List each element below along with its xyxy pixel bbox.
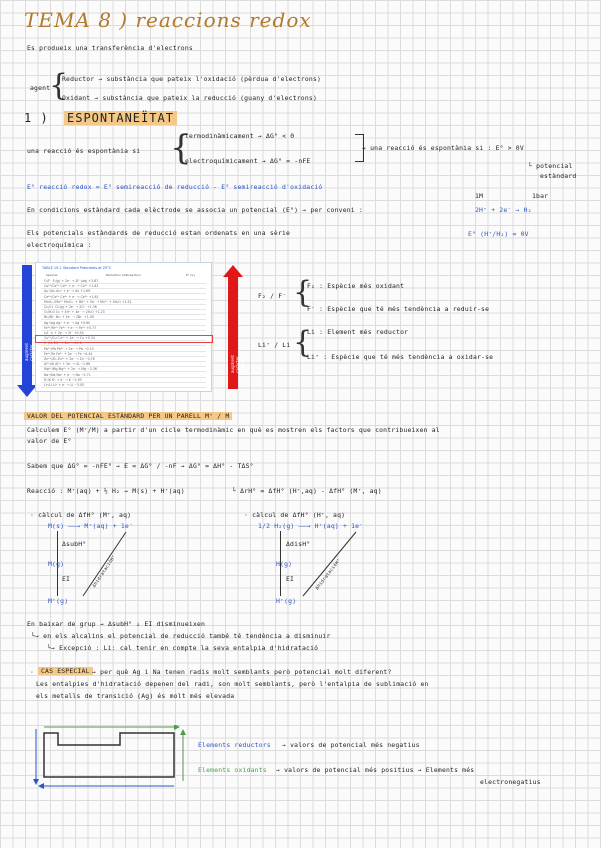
special-case-question: → per què Ag i Na tenen radis molt semblants però potencial molt diferent?: [92, 668, 392, 676]
section-number: 1 ): [24, 111, 49, 125]
left-cycle-bottom: M⁺(g): [48, 597, 69, 605]
section2-line1: Calculem E° (M⁺/M) a partir d'un cicle termodinàmic en què es mostren els factors que contribueixen al: [27, 426, 440, 434]
table-row: O₂/H₂O O₂ + 4H⁺ + 4e⁻ → 2H₂O +1.23: [44, 310, 105, 315]
spont-electro: electroquímicament → ΔG° = -nFE: [185, 157, 311, 165]
table-row: Co³⁺/Co²⁺ Co³⁺ + e⁻ → Co²⁺ +1.81: [44, 284, 99, 289]
special-case-line2: Les entalpies d'hidratació depenen del radi, son molt semblants, però l'entalpia de sublimació en: [36, 680, 429, 688]
fluor-b: F⁻ : Espècie que té més tendència a reduir-se: [307, 305, 490, 313]
left-cycle-ei: EI: [62, 575, 71, 583]
lithium-pair: Li⁺ / Li: [258, 341, 291, 349]
periodic-table-sketch: [28, 725, 193, 795]
potential-label: └ potencial: [528, 162, 573, 170]
agent-brace: {: [49, 68, 69, 103]
section-heading-spontaneity: ESPONTANEÏTAT: [64, 111, 177, 125]
left-cycle-diag-label: ΔhidratacióH°: [92, 554, 118, 589]
reductors-text: → valors de potencial més negatius: [282, 741, 420, 749]
left-cycle-top: M(s) ——→ M⁺(aq) + 1e⁻: [48, 522, 133, 530]
reductor-line: Reductor → substància que pateix l'oxidació (pèrdua d'electrons): [62, 75, 322, 83]
table-row: Al³⁺/Al Al³⁺ + 3e⁻ → Al −1.66: [44, 362, 91, 367]
table-row: Ce⁴⁺/Ce³⁺ Ce⁴⁺ + e⁻ → Ce³⁺ +1.61: [44, 294, 99, 299]
standard-line1: En condicions estàndard cada elèctrode se associa un potencial (E°) → per conveni :: [27, 206, 363, 214]
oxidizing-arrow-label: augment caràcter oxidant: [230, 355, 245, 373]
standard-line3: electroquímica :: [27, 241, 92, 249]
formula-gibbs: Sabem que ΔG° = -nFE° → E = ΔG° / -nF → ΔG° = ΔH° - TΔS°: [27, 462, 254, 470]
fluor-pair: F₂ / F⁻: [258, 292, 287, 300]
oxidizing-strength-arrow: [228, 277, 245, 389]
lithium-a: Li : Element més reductor: [307, 328, 409, 336]
table-row: Pb²⁺/Pb Pb²⁺ + 2e⁻ → Pb −0.13: [44, 346, 94, 351]
table-row: Au⁺/Au Au⁺ + e⁻ → Au +1.69: [44, 289, 91, 294]
table-row: MnO₄⁻/Mn²⁺ MnO₄⁻ + 8H⁺ + 5e⁻ → Mn²⁺ + 4H₂O +1.51: [44, 299, 132, 304]
fluor-a: F₂ : Espècie més oxidant: [307, 282, 405, 290]
reducing-arrow-label: augment caràcter: [24, 343, 34, 361]
right-cycle-mid: H(g): [276, 560, 293, 568]
table-row: I₂/I⁻ I₂ + 2e⁻ → 2I⁻ +0.54: [44, 331, 84, 335]
formula-enthalpy: └ ΔrH° = ΔfH° (H⁺,aq) - ΔfH° (M⁺, aq): [232, 487, 382, 495]
right-cycle-top: 1/2 H₂(g) ——→ H⁺(aq) + 1e⁻: [258, 522, 364, 530]
table-col-reaction: Reduction half-reaction: [106, 273, 141, 277]
table-title: TABLE 19.1 Standard Potentials at 25°C: [42, 266, 112, 270]
table-row-divider: [41, 387, 206, 388]
table-row: Fe²⁺/Fe Fe²⁺ + 2e⁻ → Fe −0.44: [44, 351, 93, 356]
page-title: TEMA 8 ) reaccions redox: [24, 8, 312, 32]
left-cycle-diagonal: [80, 528, 130, 600]
table-row: H⁺/H₂ 2H⁺ + 2e⁻ → H₂ 0: [44, 341, 82, 346]
note-group-trend: En baixar de grup → ΔsubH° ↓ EI disminueixen: [27, 620, 206, 628]
oxidant-line: Oxidant → substància que pateix la reducció (guany d'electrons): [62, 94, 317, 102]
special-case-line3: els metalls de transició (Ag) és molt més elevada: [36, 692, 235, 700]
reducing-strength-arrow: [22, 265, 32, 387]
spont-brace: {: [170, 128, 192, 168]
fluor-brace: {: [293, 275, 313, 310]
hydrogen-e0: E° (H⁺/H₂) = 0V: [468, 230, 529, 238]
oxidants-label: Elements oxidants: [198, 766, 267, 774]
eredox-formula: E° reacció redox = E° semireacció de reducció - E° semireacció d'oxidació: [27, 183, 323, 191]
special-case-label: CAS ESPECIAL: [38, 667, 93, 675]
agent-label: agent: [30, 84, 51, 92]
right-cycle-title: · càlcul de ΔfH° (H⁺, aq): [244, 511, 346, 519]
table-col-e0: E° (V): [186, 273, 195, 277]
left-cycle-title: · càlcul de ΔfH° (M⁺, aq): [30, 511, 132, 519]
potential-label-2: estàndard: [540, 172, 577, 180]
left-cycle-mid: M(g): [48, 560, 65, 568]
section-heading-potential: VALOR DEL POTENCIAL ESTÀNDARD PER UN PARELL M⁺ / M: [24, 412, 232, 420]
table-row: Na⁺/Na Na⁺ + e⁻ → Na −2.71: [44, 372, 91, 377]
lithium-b: Li⁺ : Espècie que té més tendència a oxidar-se: [307, 353, 494, 361]
oxidants-text-2: electronegatius: [480, 778, 541, 786]
conc-label: 1M: [475, 192, 484, 200]
reductors-label: Elements reductors: [198, 741, 271, 749]
special-bullet: ·: [30, 668, 35, 676]
note-alkali: └→ en els alcalins el potencial de reducció també té tendència a disminuir: [31, 632, 331, 640]
right-cycle-bottom: H⁺(g): [276, 597, 297, 605]
table-row: F₂/F⁻ F₂(g) + 2e⁻ → 2F⁻(aq) +2.87: [44, 279, 99, 283]
pres-label: 1bar: [532, 192, 549, 200]
standard-line2: Els potencials estàndards de reducció estan ordenats en una sèrie: [27, 229, 291, 237]
intro-text: Es produeix una transferència d'electrons: [27, 44, 193, 52]
table-col-species: Species: [46, 273, 58, 277]
spont-result: → una reacció és espontània si : E° > 0V: [362, 144, 524, 152]
right-cycle-ei: EI: [286, 575, 295, 583]
hydrogen-equation: 2H⁺ + 2e⁻ → H₂: [475, 206, 532, 214]
right-cycle-diagonal: [300, 528, 360, 600]
table-row: K⁺/K K⁺ + e⁻ → K −2.93: [44, 377, 82, 382]
section2-line2: valor de E°: [27, 437, 72, 445]
table-row: Zn²⁺/Zn Zn²⁺ + 2e⁻ → Zn −0.76: [44, 357, 95, 361]
table-row: Fe³⁺/Fe²⁺ Fe³⁺ + e⁻ → Fe²⁺ +0.77: [44, 325, 97, 330]
oxidants-text: → valors de potencial més positius → Elements més: [276, 766, 475, 774]
table-row: Cu²⁺/Cu Cu²⁺ + 2e⁻ → Cu +0.34: [44, 336, 95, 341]
right-cycle-diag-label: ΔhidratacióH°: [315, 558, 343, 592]
table-row: Cl₂/Cl⁻ Cl₂(g) + 2e⁻ → 2Cl⁻ +1.36: [44, 305, 97, 309]
table-row: Br₂/Br⁻ Br₂ + 2e⁻ → 2Br⁻ +1.09: [44, 315, 94, 320]
standard-potentials-table: [35, 262, 212, 392]
spont-lead: una reacció és espontània si: [27, 147, 141, 155]
note-exception: └→ Excepció : Li: cal tenir en compte la seva entalpia d'hidratació: [47, 644, 319, 652]
table-row: Mg²⁺/Mg Mg²⁺ + 2e⁻ → Mg −2.36: [44, 367, 97, 372]
lithium-brace: {: [293, 325, 313, 360]
spont-thermo: termodinàmicament → ΔG° < 0: [185, 132, 295, 140]
left-cycle-sub: ΔsubH°: [62, 540, 87, 548]
formula-reaction: Reacció : M⁺(aq) + ½ H₂ → M(s) + H⁺(aq): [27, 487, 185, 495]
table-row: Li⁺/Li Li⁺ + e⁻ → Li −3.05: [44, 383, 84, 387]
table-row: Ag⁺/Ag Ag⁺ + e⁻ → Ag +0.80: [44, 320, 91, 325]
right-cycle-dis: ΔdisH°: [286, 540, 311, 548]
